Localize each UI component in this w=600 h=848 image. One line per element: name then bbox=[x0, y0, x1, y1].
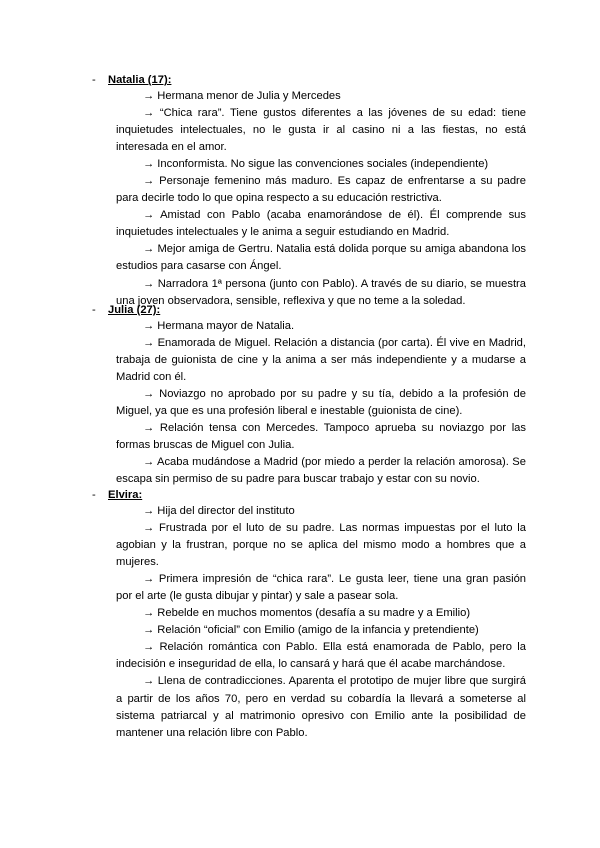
arrow-icon: → bbox=[143, 607, 155, 620]
list-item bbox=[116, 454, 526, 488]
arrow-icon: → bbox=[143, 522, 155, 535]
item-list bbox=[116, 503, 526, 742]
list-item bbox=[116, 173, 526, 207]
arrow-icon: → bbox=[143, 90, 155, 102]
item-text: Relación “oficial” con Emilio (amigo de la infancia y pretendiente) bbox=[157, 624, 479, 637]
item-text: Amistad con Pablo (acaba enamorándose de él). Él comprende sus inquietudes intelectuales y le anima a seguir estudiando en Madrid. bbox=[116, 209, 526, 239]
item-text: Acaba mudándose a Madrid (por miedo a perder la relación amorosa). Se escapa sin permiso de su padre para buscar trabajo y estar con su novio. bbox=[116, 456, 526, 486]
list-item bbox=[116, 335, 526, 386]
arrow-icon: → bbox=[143, 320, 155, 332]
item-text: Primera impresión de “chica rara”. Le gusta leer, tiene una gran pasión por el arte (le gusta dibujar y pintar) y sale a pasear sola. bbox=[116, 573, 527, 603]
item-text: Noviazgo no aprobado por su padre y su tía, debido a la profesión de Miguel, ya que es una profesión liberal e inestable (guionista de cine). bbox=[116, 388, 526, 418]
list-dash: - bbox=[92, 304, 96, 316]
arrow-icon: → bbox=[143, 209, 155, 222]
arrow-icon: → bbox=[143, 277, 155, 290]
section-heading: Natalia (17): bbox=[108, 74, 172, 86]
item-list bbox=[116, 318, 526, 488]
item-list bbox=[116, 88, 526, 310]
arrow-icon: → bbox=[143, 243, 155, 256]
arrow-icon: → bbox=[143, 573, 155, 586]
list-item bbox=[116, 420, 526, 454]
item-text: Frustrada por el luto de su padre. Las normas impuestas por el luto la agobian y la frustran, porque no se aplica del mismo modo a hombres que a mujeres. bbox=[116, 522, 526, 569]
item-text: “Chica rara”. Tiene gustos diferentes a las jóvenes de su edad: tiene inquietudes intelectuales, no le gusta ir al casino ni a las fiestas, no está interesada en el amor. bbox=[116, 107, 527, 154]
list-item bbox=[116, 571, 526, 605]
arrow-icon: → bbox=[143, 175, 155, 188]
list-item bbox=[116, 622, 526, 639]
section-heading: Elvira: bbox=[108, 489, 143, 501]
item-text: Llena de contradicciones. Aparenta el prototipo de mujer libre que surgirá a partir de los años 70, pero en verdad su cobardía la llevará a someterse al sistema patriarcal y al matrimonio opresivo con Emilio ante la posibilidad de mantener una relación libre con Pablo. bbox=[116, 675, 526, 739]
arrow-icon: → bbox=[143, 158, 155, 171]
arrow-icon: → bbox=[143, 422, 155, 435]
arrow-icon: → bbox=[143, 337, 155, 350]
list-item bbox=[116, 207, 526, 241]
list-item bbox=[116, 88, 526, 105]
arrow-icon: → bbox=[143, 388, 155, 401]
list-item bbox=[116, 503, 526, 520]
list-item bbox=[116, 105, 526, 156]
list-item bbox=[116, 156, 526, 173]
arrow-icon: → bbox=[143, 675, 155, 688]
arrow-icon: → bbox=[143, 505, 155, 517]
item-text: Enamorada de Miguel. Relación a distancia (por carta). Él vive en Madrid, trabaja de guionista de cine y la anima a ser más independiente y a mudarse a Madrid con él. bbox=[116, 337, 527, 384]
arrow-icon: → bbox=[143, 641, 155, 654]
arrow-icon: → bbox=[143, 107, 155, 120]
list-item bbox=[116, 276, 526, 310]
item-text: Rebelde en muchos momentos (desafía a su madre y a Emilio) bbox=[157, 607, 471, 620]
list-item bbox=[116, 673, 526, 741]
item-text: Mejor amiga de Gertru. Natalia está dolida porque su amiga abandona los estudios para casarse con Ángel. bbox=[116, 243, 527, 273]
list-item bbox=[116, 386, 526, 420]
item-text: Hermana mayor de Natalia. bbox=[157, 320, 295, 332]
list-item bbox=[116, 639, 526, 673]
item-text: Inconformista. No sigue las convenciones sociales (independiente) bbox=[157, 158, 489, 171]
item-text: Hija del director del instituto bbox=[157, 505, 295, 517]
item-text: Personaje femenino más maduro. Es capaz de enfrentarse a su padre para decirle todo lo que opina respecto a su educación restrictiva. bbox=[116, 175, 526, 205]
list-item bbox=[116, 520, 526, 571]
list-item bbox=[116, 241, 526, 275]
list-item bbox=[116, 605, 526, 622]
arrow-icon: → bbox=[143, 456, 155, 469]
item-text: Hermana menor de Julia y Mercedes bbox=[157, 90, 341, 102]
item-text: Narradora 1ª persona (junto con Pablo). A través de su diario, se muestra una joven observadora, sensible, reflexiva y que no teme a la soledad. bbox=[116, 277, 527, 307]
list-item bbox=[116, 318, 526, 335]
list-dash: - bbox=[92, 489, 96, 501]
item-text: Relación tensa con Mercedes. Tampoco aprueba su noviazgo por las formas bruscas de Miguel con Julia. bbox=[116, 422, 526, 452]
arrow-icon: → bbox=[143, 624, 155, 637]
item-text: Relación romántica con Pablo. Ella está enamorada de Pablo, pero la indecisión e inseguridad de ella, lo cansará y hará que él acabe marchándose. bbox=[116, 641, 526, 671]
section-heading: Julia (27): bbox=[108, 304, 161, 316]
list-dash: - bbox=[92, 74, 96, 86]
